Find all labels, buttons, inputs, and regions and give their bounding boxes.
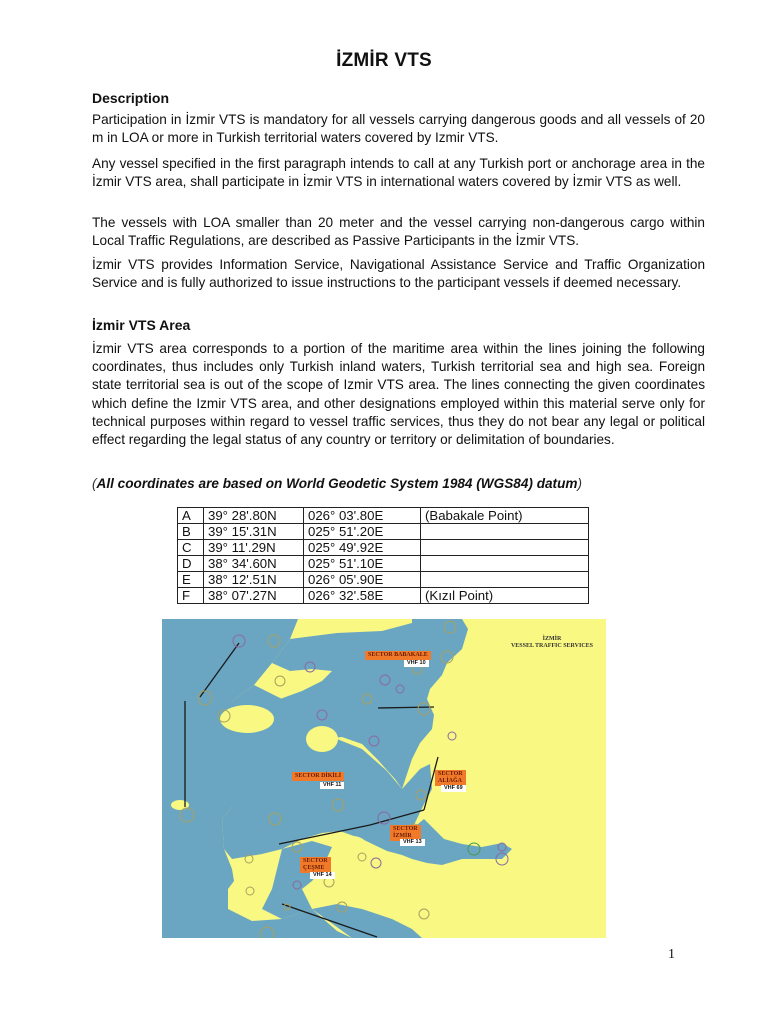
point-cell: A bbox=[178, 508, 204, 524]
sector-label-babakale: SECTOR BABAKALE bbox=[365, 651, 431, 660]
section-heading-vts-area: İzmir VTS Area bbox=[92, 317, 191, 333]
latitude-cell: 38° 34'.60N bbox=[204, 556, 304, 572]
longitude-cell: 026° 05'.90E bbox=[304, 572, 421, 588]
longitude-cell: 026° 03'.80E bbox=[304, 508, 421, 524]
table-row bbox=[178, 572, 589, 588]
longitude-cell: 025° 51'.10E bbox=[304, 556, 421, 572]
map-graphic bbox=[162, 619, 606, 938]
table-row bbox=[178, 556, 589, 572]
table-row bbox=[178, 524, 589, 540]
table-row bbox=[178, 540, 589, 556]
remark-cell bbox=[421, 572, 589, 588]
paragraph: The vessels with LOA smaller than 20 meter and the vessel carrying non-dangerous cargo within Local Traffic Regulations, are described as Passive Participants in the İzmir VTS. bbox=[92, 215, 705, 249]
latitude-cell: 39° 28'.80N bbox=[204, 508, 304, 524]
vhf-label-babakale: VHF 10 bbox=[404, 660, 429, 667]
table-row bbox=[178, 508, 589, 524]
remark-cell bbox=[421, 556, 589, 572]
longitude-cell: 025° 49'.92E bbox=[304, 540, 421, 556]
vhf-label-dikili: VHF 11 bbox=[320, 782, 344, 789]
vts-area-map bbox=[162, 619, 606, 938]
paragraph: Any vessel specified in the first paragraph intends to call at any Turkish port or anchorage area in the İzmir VTS area, shall participate in İzmir VTS in international waters covered by İzmir VTS as well. bbox=[92, 156, 705, 190]
point-cell: B bbox=[178, 524, 204, 540]
sector-label-cesme: SECTOR ÇEŞME bbox=[300, 857, 331, 873]
remark-cell: (Babakale Point) bbox=[421, 508, 589, 524]
vhf-label-cesme: VHF 14 bbox=[310, 872, 335, 879]
sector-label-dikili: SECTOR DİKİLİ bbox=[292, 772, 344, 781]
latitude-cell: 38° 12'.51N bbox=[204, 572, 304, 588]
remark-cell bbox=[421, 524, 589, 540]
paragraph: Participation in İzmir VTS is mandatory for all vessels carrying dangerous goods and all vessels of 20 m in LOA or more in Turkish territorial waters covered by Izmir VTS. bbox=[92, 112, 705, 146]
remark-cell: (Kızıl Point) bbox=[421, 588, 589, 604]
sector-label-aliaga: SECTOR ALİAĞA bbox=[435, 770, 466, 786]
table-row bbox=[178, 588, 589, 604]
coordinates-table bbox=[177, 507, 589, 604]
section-heading-description: Description bbox=[92, 90, 170, 106]
remark-cell bbox=[421, 540, 589, 556]
latitude-cell: 39° 11'.29N bbox=[204, 540, 304, 556]
sector-label-izmir: SECTOR İZMİR bbox=[390, 825, 421, 841]
longitude-cell: 026° 32'.58E bbox=[304, 588, 421, 604]
point-cell: C bbox=[178, 540, 204, 556]
page-number: 1 bbox=[668, 947, 675, 962]
paragraph: İzmir VTS area corresponds to a portion of the maritime area within the lines joining the following coordinates, thus includes only Turkish inland waters, Turkish territorial sea and high sea. Foreign state territorial sea is out of the scope of Izmir VTS area. The lines connecting the given coordinates which define the Izmir VTS area, and other designations employed within this material serve only for technical purposes within regard to vessel traffic services, thus they do not bear any legal or political effect regarding the legal status of any country or territory or delimitation of boundaries. bbox=[92, 341, 705, 448]
page-title: İZMİR VTS bbox=[336, 50, 432, 71]
point-cell: D bbox=[178, 556, 204, 572]
datum-note: (All coordinates are based on World Geodetic System 1984 (WGS84) datum) bbox=[92, 476, 583, 491]
latitude-cell: 39° 15'.31N bbox=[204, 524, 304, 540]
vhf-label-izmir: VHF 13 bbox=[400, 839, 425, 846]
paragraph: İzmir VTS provides Information Service, Navigational Assistance Service and Traffic Organization Service and is fully authorized to issue instructions to the participant vessels if deemed necessary. bbox=[92, 257, 705, 291]
map-title: İZMİR VESSEL TRAFFIC SERVICES bbox=[510, 636, 594, 649]
point-cell: E bbox=[178, 572, 204, 588]
datum-note-text: All coordinates are based on World Geodetic System 1984 (WGS84) datum bbox=[96, 476, 578, 491]
point-cell: F bbox=[178, 588, 204, 604]
latitude-cell: 38° 07'.27N bbox=[204, 588, 304, 604]
longitude-cell: 025° 51'.20E bbox=[304, 524, 421, 540]
vhf-label-aliaga: VHF 69 bbox=[441, 785, 466, 792]
